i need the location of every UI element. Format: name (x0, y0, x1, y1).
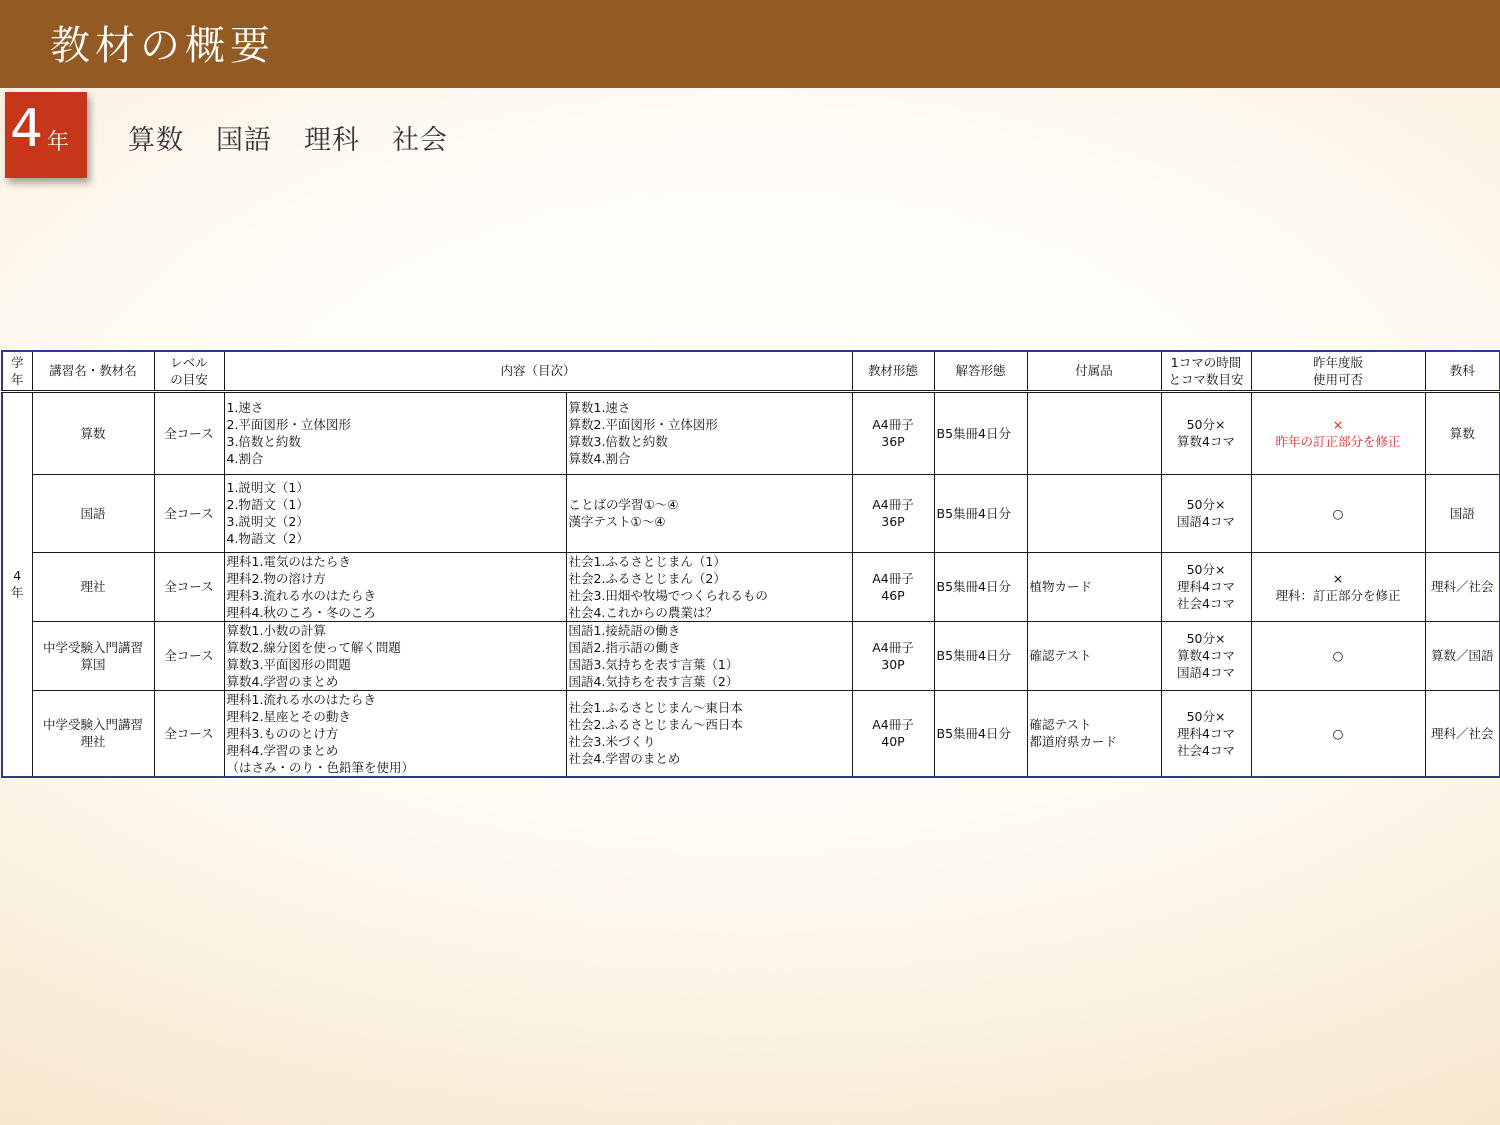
cell-contents-a: 1.速さ 2.平面図形・立体図形 3.倍数と約数 4.割合 (224, 391, 566, 474)
cell-answer-format: B5集冊4日分 (934, 621, 1027, 690)
cell-reuse: × 昨年の訂正部分を修正 (1251, 391, 1425, 474)
cell-contents-b: 社会1.ふるさとじまん～東日本 社会2.ふるさとじまん～西日本 社会3.米づくり 社会4.学習のまとめ (566, 690, 852, 777)
cell-course-name: 算数 (32, 391, 154, 474)
cell-level: 全コース (154, 474, 224, 552)
cell-answer-format: B5集冊4日分 (934, 690, 1027, 777)
materials-table-wrapper (1, 350, 1499, 778)
cell-contents-b: 算数1.速さ 算数2.平面図形・立体図形 算数3.倍数と約数 算数4.割合 (566, 391, 852, 474)
cell-time: 50分× 理科4コマ 社会4コマ (1161, 690, 1251, 777)
header-accessories: 付属品 (1027, 351, 1161, 391)
cell-accessories: 確認テスト (1027, 621, 1161, 690)
header-subject: 教科 (1425, 351, 1500, 391)
cell-course-name: 中学受験入門講習 理社 (32, 690, 154, 777)
cell-contents-a: 1.説明文（1） 2.物語文（1） 3.説明文（2） 4.物語文（2） (224, 474, 566, 552)
table-row (2, 391, 1500, 474)
cell-contents-b: 社会1.ふるさとじまん（1） 社会2.ふるさとじまん（2） 社会3.田畑や牧場でつくられるもの 社会4.これからの農業は？ (566, 552, 852, 621)
cell-time: 50分× 理科4コマ 社会4コマ (1161, 552, 1251, 621)
cell-subject: 国語 (1425, 474, 1500, 552)
cell-subject: 算数 (1425, 391, 1500, 474)
grade-badge-unit: 年 (47, 130, 70, 155)
cell-level: 全コース (154, 552, 224, 621)
cell-subject: 算数／国語 (1425, 621, 1500, 690)
cell-answer-format: B5集冊4日分 (934, 474, 1027, 552)
subject-list (128, 122, 448, 162)
cell-format: A4冊子 36P (852, 391, 934, 474)
materials-table (1, 350, 1500, 778)
table-row (2, 474, 1500, 552)
header-bar (0, 0, 1500, 88)
cell-time: 50分× 算数4コマ (1161, 391, 1251, 474)
cell-time: 50分× 国語4コマ (1161, 474, 1251, 552)
cell-reuse: ○ (1251, 474, 1425, 552)
header-contents: 内容（目次） (224, 351, 852, 391)
subject-math: 算数 (128, 125, 184, 156)
table-row (2, 552, 1500, 621)
grade-badge (5, 92, 87, 178)
grade-badge-number: 4 (10, 99, 44, 159)
table-header-row (2, 351, 1500, 391)
cell-subject: 理科／社会 (1425, 552, 1500, 621)
cell-contents-a: 理科1.電気のはたらき 理科2.物の溶け方 理科3.流れる水のはたらき 理科4.秋のころ・冬のころ (224, 552, 566, 621)
header-reuse: 昨年度版 使用可否 (1251, 351, 1425, 391)
cell-contents-b: 国語1.接続語の働き 国語2.指示語の働き 国語3.気持ちを表す言葉（1） 国語4.気持ちを表す言葉（2） (566, 621, 852, 690)
cell-accessories: 植物カード (1027, 552, 1161, 621)
cell-time: 50分× 算数4コマ 国語4コマ (1161, 621, 1251, 690)
header-answer-format: 解答形態 (934, 351, 1027, 391)
cell-reuse: ○ (1251, 690, 1425, 777)
cell-reuse: × 理科：訂正部分を修正 (1251, 552, 1425, 621)
subject-japanese: 国語 (216, 125, 272, 156)
cell-level: 全コース (154, 391, 224, 474)
cell-subject: 理科／社会 (1425, 690, 1500, 777)
header-format: 教材形態 (852, 351, 934, 391)
header-level: レベル の目安 (154, 351, 224, 391)
cell-format: A4冊子 40P (852, 690, 934, 777)
cell-answer-format: B5集冊4日分 (934, 391, 1027, 474)
subject-science: 理科 (304, 125, 360, 156)
cell-accessories: 確認テスト 都道府県カード (1027, 690, 1161, 777)
cell-level: 全コース (154, 621, 224, 690)
header-grade: 学 年 (2, 351, 32, 391)
cell-format: A4冊子 46P (852, 552, 934, 621)
cell-format: A4冊子 30P (852, 621, 934, 690)
cell-level: 全コース (154, 690, 224, 777)
cell-contents-a: 算数1.小数の計算 算数2.線分図を使って解く問題 算数3.平面図形の問題 算数4.学習のまとめ (224, 621, 566, 690)
cell-grade: 4 年 (2, 391, 32, 777)
page-title: 教材の概要 (50, 23, 275, 69)
cell-accessories (1027, 391, 1161, 474)
cell-contents-a: 理科1.流れる水のはたらき 理科2.星座とその動き 理科3.もののとけ方 理科4.学習のまとめ （はさみ・のり・色鉛筆を使用） (224, 690, 566, 777)
cell-accessories (1027, 474, 1161, 552)
table-row (2, 621, 1500, 690)
cell-contents-b: ことばの学習①～④ 漢字テスト①～④ (566, 474, 852, 552)
subject-social: 社会 (392, 125, 448, 156)
cell-format: A4冊子 36P (852, 474, 934, 552)
cell-course-name: 理社 (32, 552, 154, 621)
cell-answer-format: B5集冊4日分 (934, 552, 1027, 621)
header-time: 1コマの時間 とコマ数目安 (1161, 351, 1251, 391)
cell-reuse: ○ (1251, 621, 1425, 690)
table-row (2, 690, 1500, 777)
cell-course-name: 中学受験入門講習 算国 (32, 621, 154, 690)
cell-course-name: 国語 (32, 474, 154, 552)
header-course-name: 講習名・教材名 (32, 351, 154, 391)
